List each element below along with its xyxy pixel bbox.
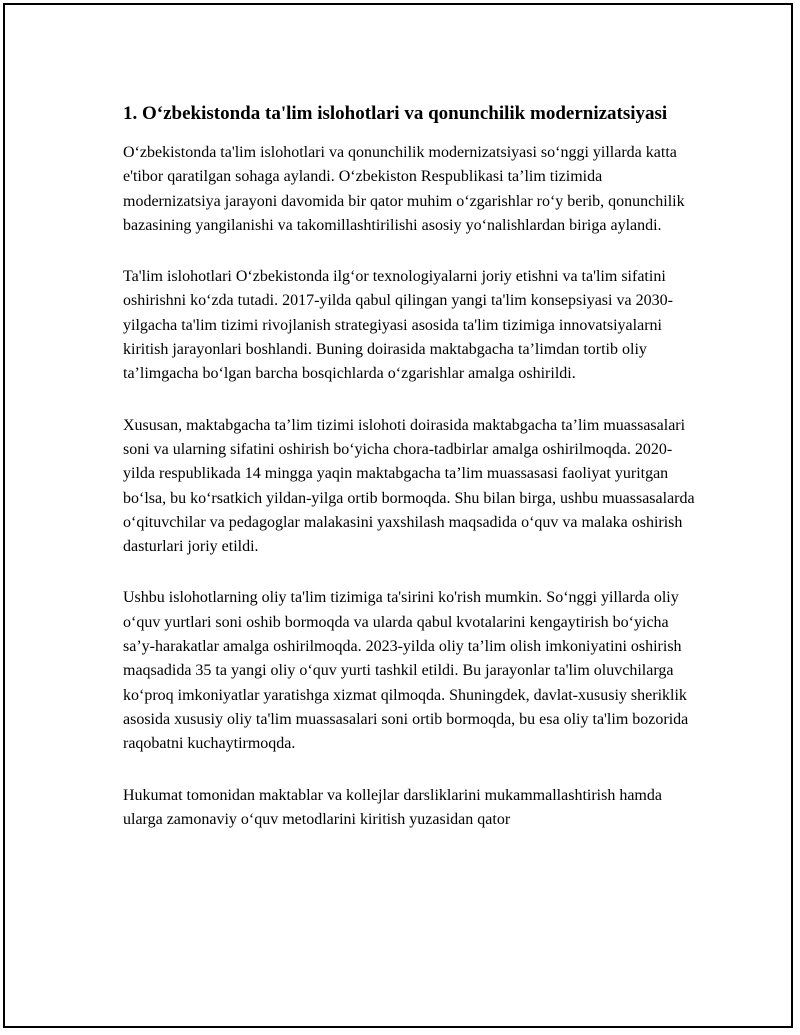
document-body — [123, 100, 698, 832]
paragraph-2: Ta'lim islohotlari O‘zbekistonda ilg‘or texnologiyalarni joriy etishni va ta'lim sifatini oshirishni ko‘zda tutadi. 2017-yilda qabul qilingan yangi ta'lim konsepsiyasi va 2030-yilgacha ta'lim tizimi rivojlanish strategiyasi asosida ta'lim tizimiga innovatsiyalarni kiritish jarayonlari boshlandi. Buning doirasida maktabgacha ta’limdan tortib oliy ta’limgacha bo‘lgan barcha bosqichlarda o‘zgarishlar amalga oshirildi. — [123, 268, 673, 383]
paragraph-3: Xususan, maktabgacha ta’lim tizimi islohoti doirasida maktabgacha ta’lim muassasalari soni va ularning sifatini oshirish bo‘yicha chora-tadbirlar amalga oshirilmoqda. 2020-yilda respublikada 14 mingga yaqin maktabgacha ta’lim muassasasi faoliyat yuritgan bo‘lsa, bu ko‘rsatkich yildan-yilga ortib bormoqda. Shu bilan birga, ushbu muassasalarda o‘qituvchilar va pedagoglar malakasini yaxshilash maqsadida o‘quv va malaka oshirish dasturlari joriy etildi. — [123, 416, 695, 556]
paragraph-1: O‘zbekistonda ta'lim islohotlari va qonunchilik modernizatsiyasi so‘nggi yillarda katta e'tibor qaratilgan sohaga aylandi. O‘zbekiston Respublikasi ta’lim tizimida modernizatsiya jarayoni davomida bir qator muhim o‘zgarishlar ro‘y berib, qonunchilik bazasining yangilanishi va takomillashtirilishi asosiy yo‘nalishlardan biriga aylandi. — [123, 144, 685, 234]
page-frame — [3, 3, 793, 1028]
paragraph-4: Ushbu islohotlarning oliy ta'lim tizimiga ta'sirini ko'rish mumkin. So‘nggi yillarda oliy o‘quv yurtlari soni oshib bormoqda va ularda qabul kvotalarini kengaytirish bo‘yicha sa’y-harakatlar amalga oshirilmoqda. 2023-yilda oliy ta’lim olish imkoniyatini oshirish maqsadida 35 ta yangi oliy o‘quv yurti tashkil etildi. Bu jarayonlar ta'lim oluvchilarga ko‘proq imkoniyatlar yaratishga xizmat qilmoqda. Shuningdek, davlat-xususiy sheriklik asosida xususiy oliy ta'lim muassasalari soni ortib bormoqda, bu esa oliy ta'lim bozorida raqobatni kuchaytirmoqda. — [123, 589, 689, 753]
paragraph-5: Hukumat tomonidan maktablar va kollejlar darsliklarini mukammallashtirish hamda ularga zamonaviy o‘quv metodlarini kiritish yuzasidan qator — [123, 786, 662, 828]
section-heading: 1. O‘zbekistonda ta'lim islohotlari va qonunchilik modernizatsiyasi — [123, 103, 668, 124]
